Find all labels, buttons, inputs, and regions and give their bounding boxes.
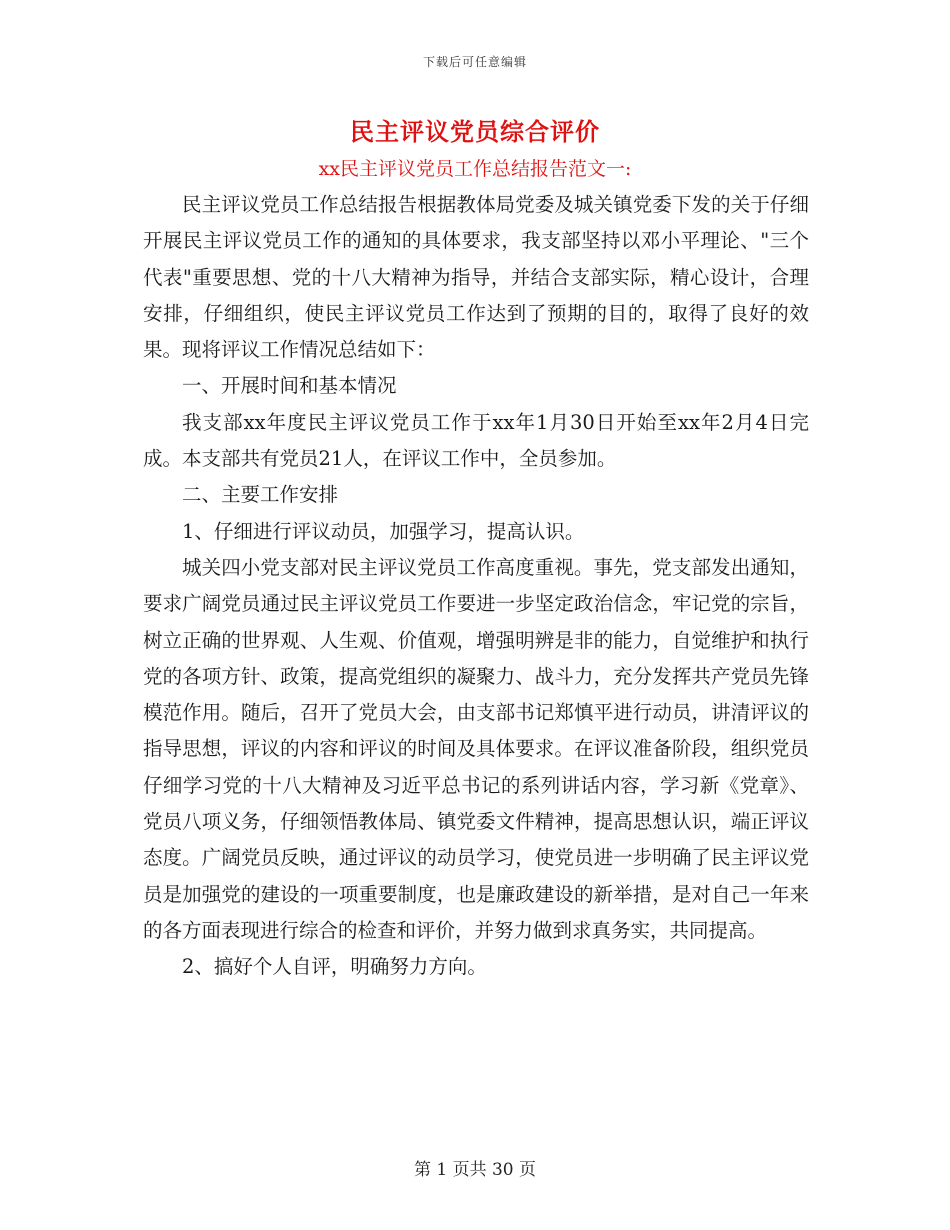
paragraph-basic-info: 我支部xx年度民主评议党员工作于xx年1月30日开始至xx年2月4日完成。本支部共有党员21人，在评议工作中，全员参加。 [143, 410, 809, 471]
paragraph-intro: 民主评议党员工作总结报告根据教体局党委及城关镇党委下发的关于仔细开展民主评议党员工作的通知的具体要求，我支部坚持以邓小平理论、"三个代表"重要思想、党的十八大精神为指导，并结合支部实际，精心设计，合理安排，仔细组织，使民主评议党员工作达到了预期的目的，取得了良好的效果。现将评议工作情况总结如下： [143, 193, 809, 362]
section-heading-1: 一、开展时间和基本情况 [182, 374, 397, 398]
document-body [143, 187, 809, 986]
subsection-heading-2: 2、搞好个人自评，明确努力方向。 [182, 955, 487, 979]
document-title: 民主评议党员综合评价 [350, 117, 600, 146]
document-subtitle: xx民主评议党员工作总结报告范文一: [318, 158, 632, 180]
section-heading-2: 二、主要工作安排 [182, 483, 339, 507]
header-note: 下载后可任意编辑 [422, 55, 527, 69]
subsection-heading-1: 1、仔细进行评议动员，加强学习，提高认识。 [182, 519, 585, 543]
page-footer: 第 1 页共 30 页 [413, 1160, 537, 1180]
paragraph-mobilization: 城关四小党支部对民主评议党员工作高度重视。事先，党支部发出通知，要求广阔党员通过民主评议党员工作要进一步坚定政治信念，牢记党的宗旨，树立正确的世界观、人生观、价值观，增强明辨是非的能力，自觉维护和执行党的各项方针、政策，提高党组织的凝聚力、战斗力，充分发挥共产党员先锋模范作用。随后，召开了党员大会，由支部书记郑慎平进行动员，讲清评议的指导思想，评议的内容和评议的时间及具体要求。在评议准备阶段，组织党员仔细学习党的十八大精神及习近平总书记的系列讲话内容，学习新《党章》、党员八项义务，仔细领悟教体局、镇党委文件精神，提高思想认识，端正评议态度。广阔党员反映，通过评议的动员学习，使党员进一步明确了民主评议党员是加强党的建设的一项重要制度，也是廉政建设的新举措，是对自己一年来的各方面表现进行综合的检查和评价，并努力做到求真务实，共同提高。 [143, 555, 809, 942]
